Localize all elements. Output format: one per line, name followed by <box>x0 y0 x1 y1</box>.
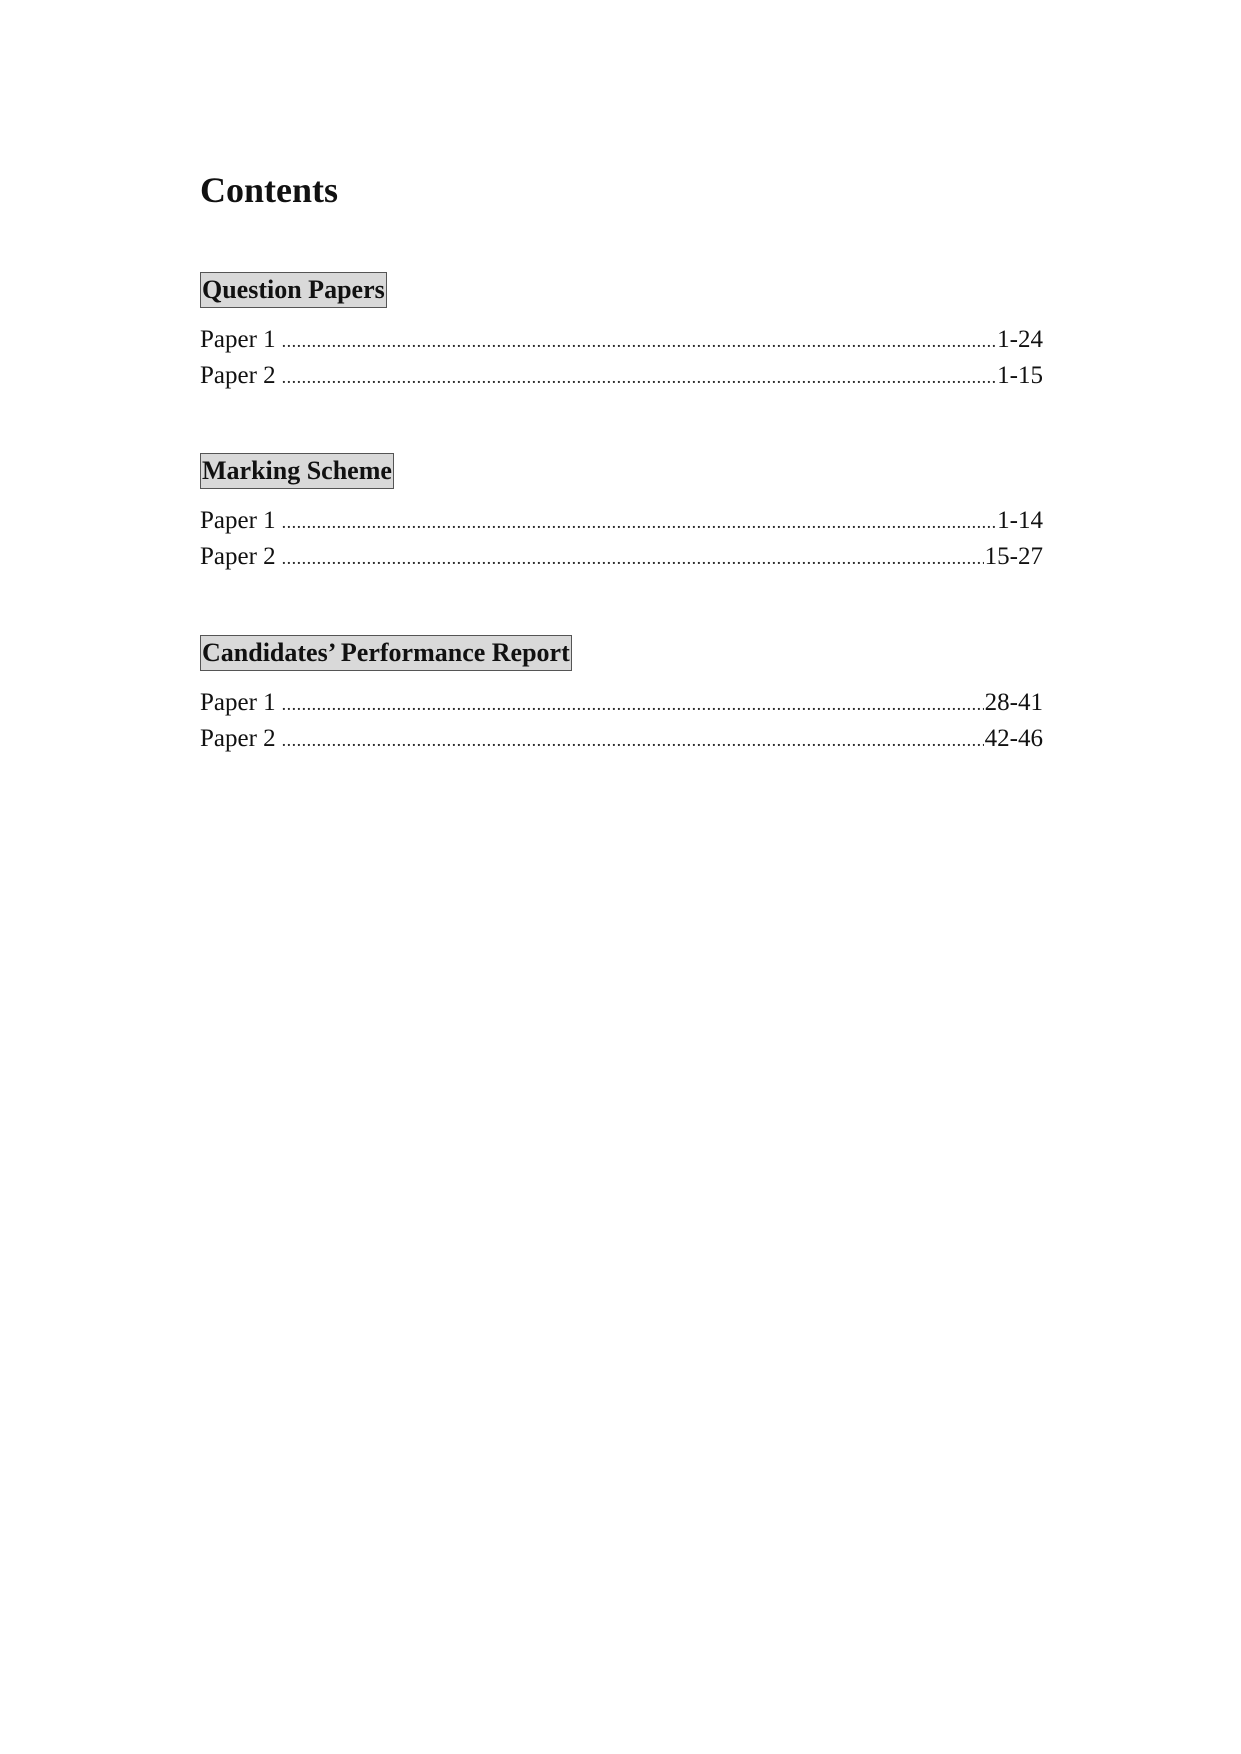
toc-entry-label: Paper 2 <box>200 543 276 570</box>
toc-list <box>200 503 1043 575</box>
toc-entry-label: Paper 1 <box>200 689 276 716</box>
toc-entry-label: Paper 1 <box>200 507 276 534</box>
dot-leader <box>282 504 997 539</box>
toc-entry-pages: 1-15 <box>997 362 1043 389</box>
section-marking-scheme <box>200 453 1043 575</box>
toc-list <box>200 685 1043 757</box>
toc-entry-pages: 1-24 <box>997 326 1043 353</box>
toc-entry[interactable] <box>200 358 1043 394</box>
section-heading: Candidates’ Performance Report <box>200 635 572 671</box>
section-heading: Marking Scheme <box>200 453 394 489</box>
toc-entry-label: Paper 2 <box>200 362 276 389</box>
toc-entry-pages: 1-14 <box>997 507 1043 534</box>
dot-leader <box>282 359 997 394</box>
toc-entry[interactable] <box>200 322 1043 358</box>
toc-entry-label: Paper 2 <box>200 725 276 752</box>
toc-entry-pages: 28-41 <box>984 689 1043 716</box>
toc-entry[interactable] <box>200 721 1043 757</box>
page-title: Contents <box>200 170 339 210</box>
toc-entry-label: Paper 1 <box>200 326 276 353</box>
toc-entry[interactable] <box>200 503 1043 539</box>
dot-leader <box>282 686 984 721</box>
toc-entry-pages: 15-27 <box>984 543 1043 570</box>
toc-list <box>200 322 1043 394</box>
toc-entry[interactable] <box>200 685 1043 721</box>
section-heading: Question Papers <box>200 272 387 308</box>
toc-entry[interactable] <box>200 539 1043 575</box>
dot-leader <box>282 540 984 575</box>
dot-leader <box>282 323 997 358</box>
section-candidates-performance-report <box>200 635 1043 757</box>
dot-leader <box>282 722 984 757</box>
toc-entry-pages: 42-46 <box>984 725 1043 752</box>
section-question-papers <box>200 272 1043 394</box>
